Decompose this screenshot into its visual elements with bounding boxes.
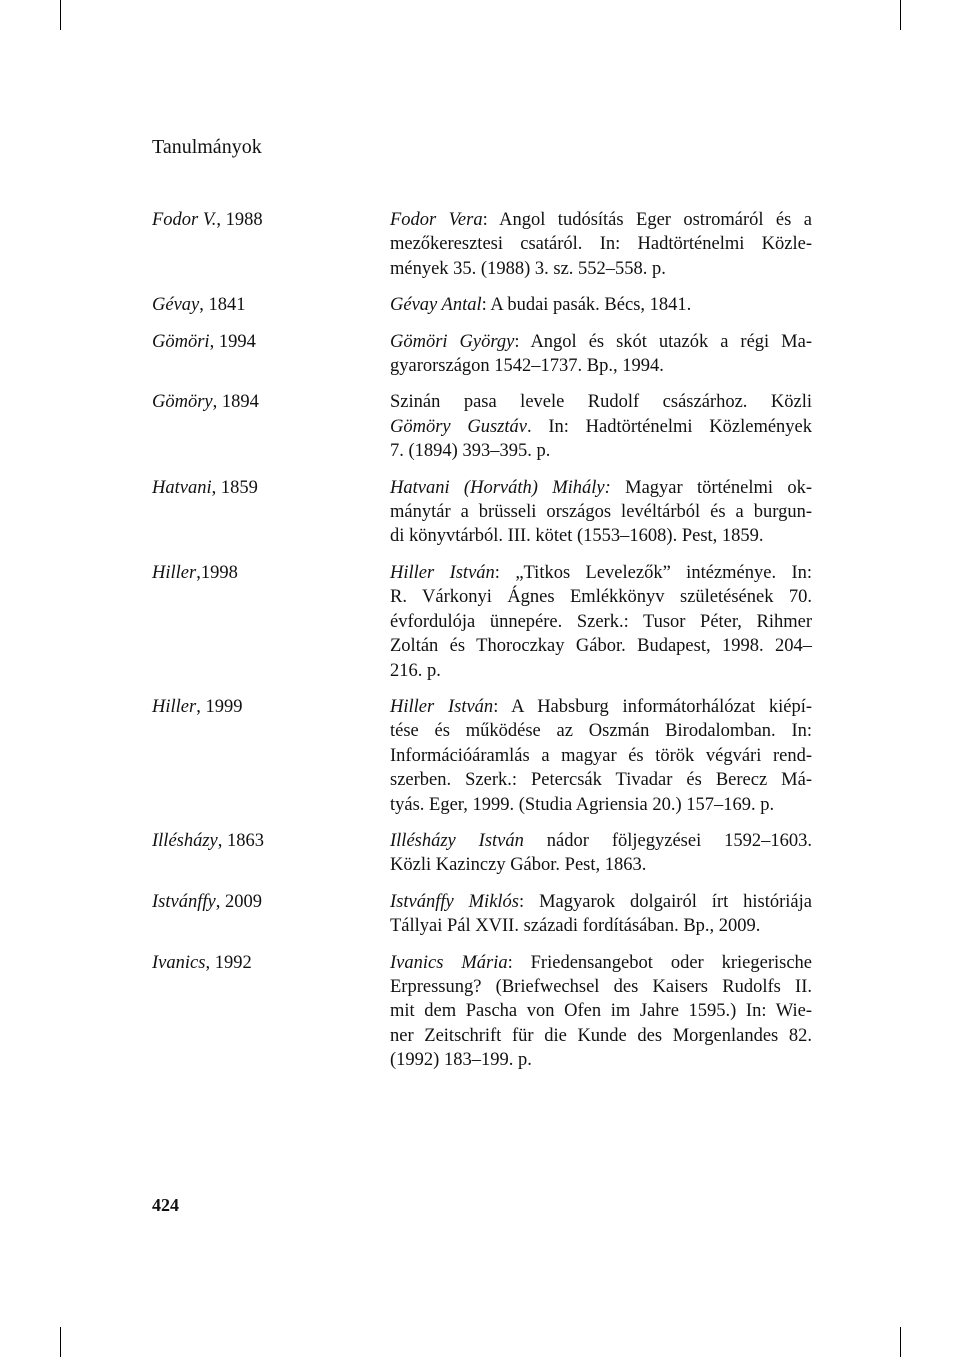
text-segment: Információáramlás a magyar és török végvári rend- xyxy=(390,745,812,766)
citation-key xyxy=(152,293,372,317)
citation-text xyxy=(390,330,812,379)
citation-key-year: ,1998 xyxy=(196,562,238,583)
text-segment: tése és működése az Oszmán Birodalomban. In: xyxy=(390,721,812,742)
citation-line xyxy=(390,793,812,817)
text-segment: Szinán pasa levele Rudolf császárhoz. Közli xyxy=(390,392,812,413)
citation-text xyxy=(390,951,812,1073)
citation-key-author: Hiller xyxy=(152,696,197,717)
citation-line xyxy=(390,524,812,548)
bibliography-entry xyxy=(152,293,812,317)
citation-line xyxy=(390,585,812,609)
citation-line xyxy=(390,659,812,683)
text-segment: di könyvtárból. III. kötet (1553–1608). Pest, 1859. xyxy=(390,526,764,547)
citation-key xyxy=(152,390,372,414)
citation-text xyxy=(390,390,812,463)
citation-line xyxy=(390,390,812,414)
text-segment: Erpressung? (Briefwechsel des Kaisers Rudolfs II. xyxy=(390,976,812,997)
text-segment: nádor följegyzései 1592–1603. xyxy=(523,830,812,851)
citation-line xyxy=(390,914,812,938)
italic-segment: Gévay Antal xyxy=(390,295,482,316)
text-segment: : Angol és skót utazók a régi Ma- xyxy=(514,331,812,352)
citation-line xyxy=(390,853,812,877)
italic-segment: Ivanics Mária xyxy=(390,952,508,973)
text-segment: (1992) 183–199. p. xyxy=(390,1050,532,1071)
citation-key xyxy=(152,695,372,719)
italic-segment: Fodor Vera xyxy=(390,210,483,230)
text-segment: R. Várkonyi Ágnes Emlékkönyv születésének 70. xyxy=(390,587,812,608)
citation-line xyxy=(390,330,812,354)
text-segment: : A Habsburg informátorhálózat kiépí- xyxy=(493,696,813,717)
text-segment: : „Titkos Levelezők” intézménye. In: xyxy=(494,562,813,583)
citation-key xyxy=(152,829,372,853)
bibliography-entry xyxy=(152,829,812,878)
bibliography-entry xyxy=(152,390,812,463)
bibliography-list xyxy=(152,208,812,1073)
citation-line xyxy=(390,951,812,975)
bibliography-entry xyxy=(152,951,812,1073)
citation-line xyxy=(390,354,812,378)
bibliography-entry xyxy=(152,695,812,817)
citation-text xyxy=(390,293,812,317)
citation-key xyxy=(152,890,372,914)
text-segment: : Angol tudósítás Eger ostromáról és a xyxy=(482,210,812,230)
citation-line xyxy=(390,1048,812,1072)
citation-key-author: Gévay xyxy=(152,295,200,316)
italic-segment: Hatvani (Horváth) Mihály: xyxy=(390,477,611,498)
crop-mark xyxy=(60,0,61,30)
citation-key-year: , 1894 xyxy=(212,392,259,413)
citation-line xyxy=(390,561,812,585)
text-segment: gyarországon 1542–1737. Bp., 1994. xyxy=(390,356,664,377)
italic-segment: Gömöry Gusztáv xyxy=(390,416,527,437)
text-segment: mények 35. (1988) 3. sz. 552–558. p. xyxy=(390,258,666,279)
citation-key xyxy=(152,476,372,500)
citation-key-author: Ivanics xyxy=(152,952,206,973)
citation-line xyxy=(390,975,812,999)
citation-key-author: Hiller xyxy=(152,562,197,583)
citation-line xyxy=(390,768,812,792)
citation-key-year: , 1859 xyxy=(211,477,258,498)
bibliography-entry xyxy=(152,330,812,379)
text-segment: 7. (1894) 393–395. p. xyxy=(390,441,551,462)
text-segment: szerben. Szerk.: Petercsák Tivadar és Berecz Má- xyxy=(390,770,812,791)
citation-line xyxy=(390,999,812,1023)
citation-line xyxy=(390,476,812,500)
citation-line xyxy=(390,293,812,317)
page-number: 424 xyxy=(152,1195,179,1215)
citation-line xyxy=(390,890,812,914)
citation-key-year: , 1992 xyxy=(205,952,252,973)
text-segment: : Magyarok dolgairól írt históriája xyxy=(519,891,812,912)
citation-key xyxy=(152,208,372,232)
citation-key-author: Gömöri xyxy=(152,331,210,352)
bibliography-entry xyxy=(152,476,812,549)
citation-line xyxy=(390,500,812,524)
citation-text xyxy=(390,561,812,683)
citation-key-author: Fodor V. xyxy=(152,210,217,230)
bibliography-entry xyxy=(152,208,812,281)
citation-key-year: , 1994 xyxy=(209,331,256,352)
crop-mark xyxy=(900,1327,901,1357)
text-segment: tyás. Eger, 1999. (Studia Agriensia 20.) 157–169. p. xyxy=(390,794,775,815)
text-segment: : A budai pasák. Bécs, 1841. xyxy=(481,295,692,316)
citation-key-year: , 1841 xyxy=(199,295,246,316)
text-segment: . In: Hadtörténelmi Közlemények xyxy=(527,416,813,437)
citation-key-author: Gömöry xyxy=(152,392,213,413)
citation-key-year: , 1863 xyxy=(217,830,265,851)
citation-line xyxy=(390,208,812,232)
crop-mark xyxy=(900,0,901,30)
citation-text xyxy=(390,829,812,878)
italic-segment: Illésházy István xyxy=(390,830,524,851)
citation-text xyxy=(390,695,812,817)
citation-line xyxy=(390,1024,812,1048)
bibliography-entry xyxy=(152,561,812,683)
citation-key xyxy=(152,951,372,975)
text-segment: mezőkeresztesi csatáról. In: Hadtörténelmi Közle- xyxy=(390,234,812,255)
citation-line xyxy=(390,232,812,256)
citation-key xyxy=(152,561,372,585)
citation-line xyxy=(390,439,812,463)
citation-text xyxy=(390,890,812,939)
citation-line xyxy=(390,744,812,768)
italic-segment: Gömöri György xyxy=(390,331,515,352)
citation-key-author: Istvánffy xyxy=(152,891,216,912)
citation-line xyxy=(390,634,812,658)
text-segment: Tállyai Pál XVII. századi fordításában. Bp., 2009. xyxy=(390,916,761,937)
italic-segment: Istvánffy Miklós xyxy=(390,891,519,912)
citation-line xyxy=(390,610,812,634)
running-header: Tanulmányok xyxy=(152,136,262,158)
citation-line xyxy=(390,695,812,719)
citation-key-author: Hatvani xyxy=(152,477,212,498)
text-segment: : Friedensangebot oder kriegerische xyxy=(507,952,812,973)
citation-text xyxy=(390,476,812,549)
text-segment: ner Zeitschrift für die Kunde des Morgenlandes 82. xyxy=(390,1025,812,1046)
citation-key-year: , 1988 xyxy=(216,210,263,230)
bibliography-entry xyxy=(152,890,812,939)
italic-segment: Hiller István xyxy=(390,562,495,583)
citation-key-author: Illésházy xyxy=(152,830,218,851)
italic-segment: Hiller István xyxy=(390,696,494,717)
text-segment: mit dem Pascha von Ofen im Jahre 1595.) In: Wie- xyxy=(390,1001,812,1022)
text-segment: mánytár a brüsseli országos levéltárból és a burgun- xyxy=(390,502,812,523)
citation-key-year: , 1999 xyxy=(196,696,243,717)
text-segment: Magyar történelmi ok- xyxy=(610,477,812,498)
citation-line xyxy=(390,415,812,439)
citation-key xyxy=(152,330,372,354)
text-segment: 216. p. xyxy=(390,660,441,681)
citation-key-year: , 2009 xyxy=(215,891,262,912)
citation-line xyxy=(390,829,812,853)
citation-line xyxy=(390,719,812,743)
citation-text xyxy=(390,208,812,281)
text-segment: Zoltán és Thoroczkay Gábor. Budapest, 1998. 204– xyxy=(390,636,812,657)
text-segment: Közli Kazinczy Gábor. Pest, 1863. xyxy=(390,855,647,876)
crop-mark xyxy=(60,1327,61,1357)
citation-line xyxy=(390,257,812,281)
text-segment: évfordulója ünnepére. Szerk.: Tusor Péter, Rihmer xyxy=(390,611,812,632)
